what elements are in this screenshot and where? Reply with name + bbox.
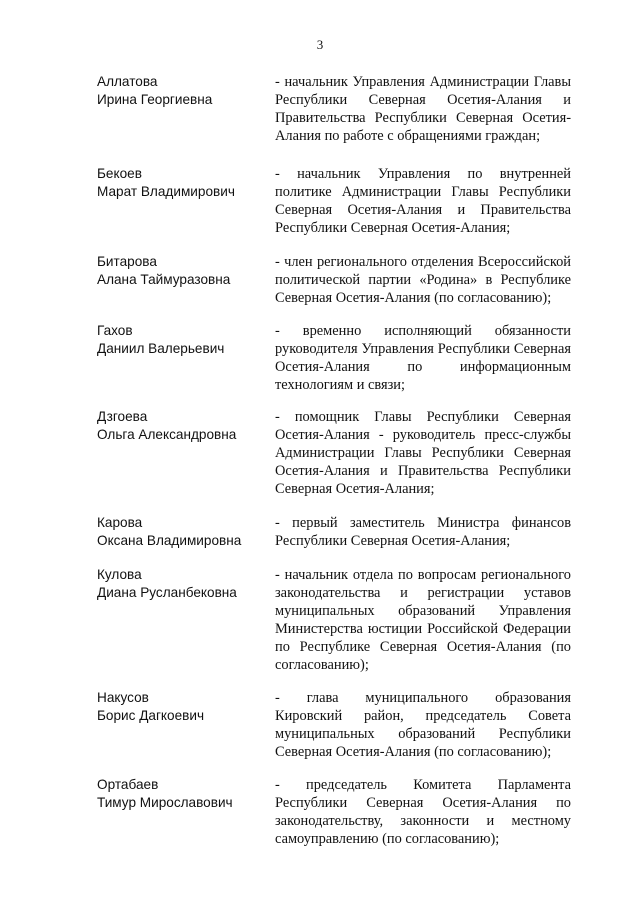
- member-surname: Бекоев: [97, 166, 142, 181]
- member-entry: [97, 689, 572, 761]
- member-list: [97, 73, 572, 848]
- member-name: [97, 253, 275, 289]
- member-entry: [97, 514, 572, 550]
- member-name: [97, 514, 275, 550]
- member-surname: Аллатова: [97, 74, 158, 89]
- member-entry: [97, 165, 572, 237]
- member-entry: [97, 776, 572, 848]
- member-surname: Гахов: [97, 323, 133, 338]
- member-role: - председатель Комитета Парламента Республики Северная Осетия-Алания по законодательству, законности и местному самоуправлению (по согласованию);: [275, 777, 571, 847]
- member-name: [97, 776, 275, 812]
- member-given-names: Ольга Александровна: [97, 427, 237, 442]
- member-role: - начальник Управления по внутренней политике Администрации Главы Республики Северная Осетия-Алания и Правительства Республики Северная Осетия-Алания;: [275, 166, 571, 236]
- member-role: - глава муниципального образования Кировский район, председатель Совета муниципальных образований Республики Северная Осетия-Алания (по согласованию);: [275, 690, 571, 760]
- member-surname: Кулова: [97, 567, 142, 582]
- member-role: - помощник Главы Республики Северная Осетия-Алания - руководитель пресс-службы Администрации Главы Республики Северная Осетия-Алания и Правительства Республики Северная Осетия-Алания;: [275, 409, 571, 497]
- member-given-names: Диана Русланбековна: [97, 585, 237, 600]
- member-surname: Накусов: [97, 690, 149, 705]
- member-role: - временно исполняющий обязанности руководителя Управления Республики Северная Осетия-Алания по информационным технологиям и связи;: [275, 323, 571, 393]
- member-surname: Ортабаев: [97, 777, 159, 792]
- member-name: [97, 689, 275, 725]
- page-number: 3: [316, 37, 324, 52]
- member-given-names: Ирина Георгиевна: [97, 92, 213, 107]
- member-name: [97, 165, 275, 201]
- member-name: [97, 566, 275, 602]
- member-given-names: Оксана Владимировна: [97, 533, 242, 548]
- member-entry: [97, 408, 572, 498]
- member-name: [97, 322, 275, 358]
- member-role: - первый заместитель Министра финансов Республики Северная Осетия-Алания;: [275, 515, 571, 549]
- member-name: [97, 408, 275, 444]
- member-entry: [97, 566, 572, 674]
- member-given-names: Даниил Валерьевич: [97, 341, 225, 356]
- member-surname: Дзгоева: [97, 409, 148, 424]
- member-role: - начальник отдела по вопросам регионального законодательства и регистрации уставов муниципальных образований Управления Министерства юстиции Российской Федерации по Республике Северная Осетия-Алания (по согласованию);: [275, 567, 571, 673]
- member-role: - член регионального отделения Всероссийской политической партии «Родина» в Республике Северная Осетия-Алания (по согласованию);: [275, 254, 571, 306]
- member-entry: [97, 322, 572, 394]
- member-given-names: Борис Дагкоевич: [97, 708, 205, 723]
- member-given-names: Тимур Мирославович: [97, 795, 233, 810]
- member-entry: [97, 73, 572, 145]
- member-surname: Битарова: [97, 254, 157, 269]
- member-entry: [97, 253, 572, 307]
- member-given-names: Алана Таймуразовна: [97, 272, 231, 287]
- member-name: [97, 73, 275, 109]
- member-surname: Карова: [97, 515, 143, 530]
- member-role: - начальник Управления Администрации Главы Республики Северная Осетия-Алания и Правительства Республики Северная Осетия-Алания по работе с обращениями граждан;: [275, 74, 571, 144]
- member-given-names: Марат Владимирович: [97, 184, 235, 199]
